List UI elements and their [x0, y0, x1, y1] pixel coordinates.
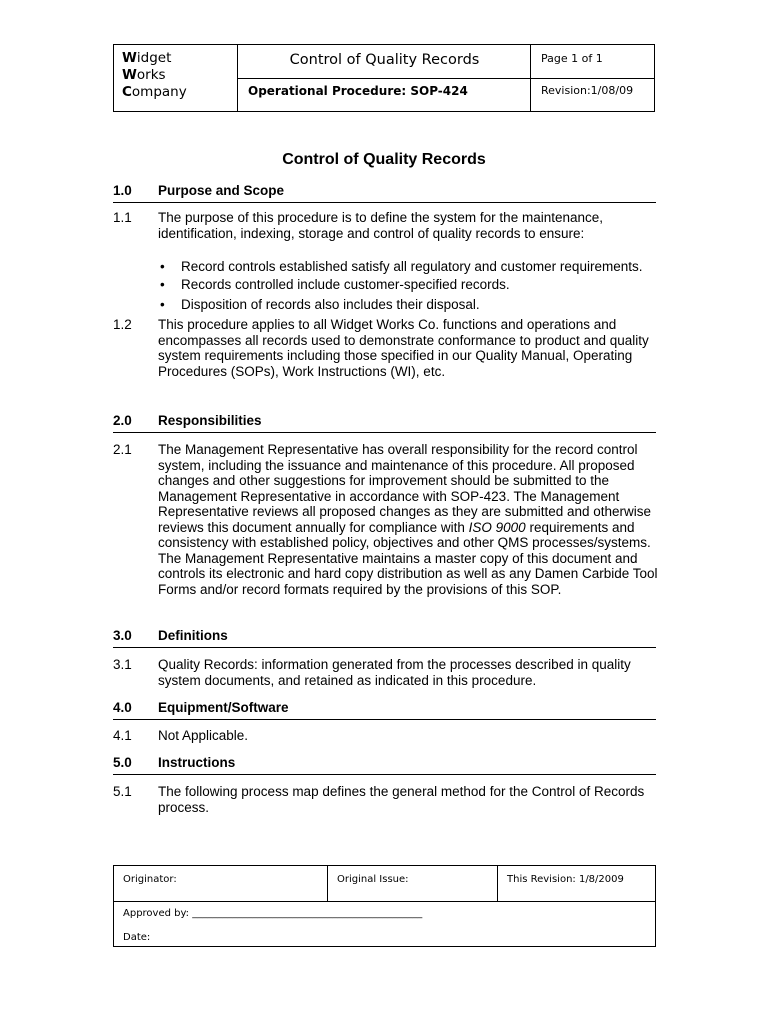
section-number: 1.0: [113, 183, 132, 198]
list-item: [158, 276, 668, 294]
page-number: Page 1 of 1: [541, 52, 603, 65]
company-line-1: [122, 50, 187, 67]
paragraph-number: 3.1: [113, 657, 132, 672]
company-name: [122, 50, 187, 101]
paragraph-number: 1.1: [113, 210, 132, 225]
iso-reference: ISO 9000: [468, 519, 526, 535]
list-item: [158, 258, 668, 276]
originator-label: Originator:: [123, 874, 177, 885]
original-issue-label: Original Issue:: [337, 874, 409, 885]
footer-table: [113, 865, 656, 947]
section-heading-2: [113, 413, 656, 433]
section-title: Purpose and Scope: [158, 183, 285, 198]
footer-divider: [114, 901, 655, 902]
paragraph-number: 5.1: [113, 784, 132, 799]
list-item-text: Disposition of records also includes their disposal.: [181, 297, 480, 312]
section-title: Responsibilities: [158, 413, 262, 428]
paragraph-text-part-a: The Management Representative has overall responsibility for the record control system, including the issuance and maintenance of this procedure. All proposed changes and other suggestions for improvement should be submitted to the Management Representative in accordance with SOP-423. The Management Representative reviews all proposed changes as they are submitted and otherwise reviews this document annually for compliance with: [158, 442, 652, 535]
paragraph-text: Quality Records: information generated from the processes described in quality system documents, and retained as indicated in this procedure.: [158, 657, 631, 688]
list-item-text: Records controlled include customer-specified records.: [181, 277, 510, 292]
this-revision-label: This Revision: 1/8/2009: [507, 874, 624, 885]
page-title: Control of Quality Records: [282, 151, 486, 168]
paragraph-text-part-b: requirements and consistency with established policy, objectives and other QMS processes/systems. The Management Representative maintains a master copy of this document and controls its electronic and hard copy distribution as well as any Damen Carbide Tool Forms and/or record formats required by the provisions of this SOP.: [158, 519, 658, 597]
bullet-icon: •: [160, 297, 165, 312]
paragraph-text: The following process map defines the general method for the Control of Records process.: [158, 784, 645, 815]
section-heading-3: [113, 628, 656, 648]
section-title: Definitions: [158, 628, 228, 643]
header-title: Control of Quality Records: [289, 52, 480, 68]
paragraph-number: 2.1: [113, 442, 132, 457]
paragraph-text: The purpose of this procedure is to define the system for the maintenance, identification, indexing, storage and control of quality records to ensure:: [158, 210, 603, 241]
bullet-icon: •: [160, 259, 165, 274]
section-heading-5: [113, 755, 656, 775]
company-line-3: Company: [122, 84, 187, 100]
section-title: Equipment/Software: [158, 700, 289, 715]
header-table: [113, 44, 655, 112]
header-subtitle: Operational Procedure: SOP-424: [248, 84, 468, 98]
company-cell: [114, 45, 238, 111]
footer-divider: [497, 866, 498, 901]
section-number: 2.0: [113, 413, 132, 428]
bullet-list: [158, 258, 668, 314]
paragraph-text: [158, 442, 658, 597]
paragraph-text: Not Applicable.: [158, 728, 249, 743]
revision: Revision:1/08/09: [541, 84, 634, 97]
section-number: 5.0: [113, 755, 132, 770]
list-item: [158, 296, 668, 314]
company-line-2: Works: [122, 67, 166, 83]
list-item-text: Record controls established satisfy all regulatory and customer requirements.: [181, 259, 643, 274]
bullet-icon: •: [160, 277, 165, 292]
section-number: 4.0: [113, 700, 132, 715]
section-number: 3.0: [113, 628, 132, 643]
section-title: Instructions: [158, 755, 236, 770]
footer-divider: [327, 866, 328, 901]
company-line-1-text: Widget: [122, 50, 172, 66]
paragraph-number: 1.2: [113, 317, 132, 332]
page-cell: [531, 45, 654, 111]
section-heading-4: [113, 700, 656, 720]
section-heading-1: [113, 183, 656, 203]
date-field: Date:: [123, 932, 151, 943]
paragraph-text: This procedure applies to all Widget Works Co. functions and operations and encompasses all records used to demonstrate conformance to product and quality system requirements including those specified in our Quality Manual, Operating Procedures (SOPs), Work Instructions (WI), etc.: [158, 317, 649, 379]
approved-by-field: Approved by: ______________________________________________: [123, 908, 423, 919]
paragraph-number: 4.1: [113, 728, 132, 743]
